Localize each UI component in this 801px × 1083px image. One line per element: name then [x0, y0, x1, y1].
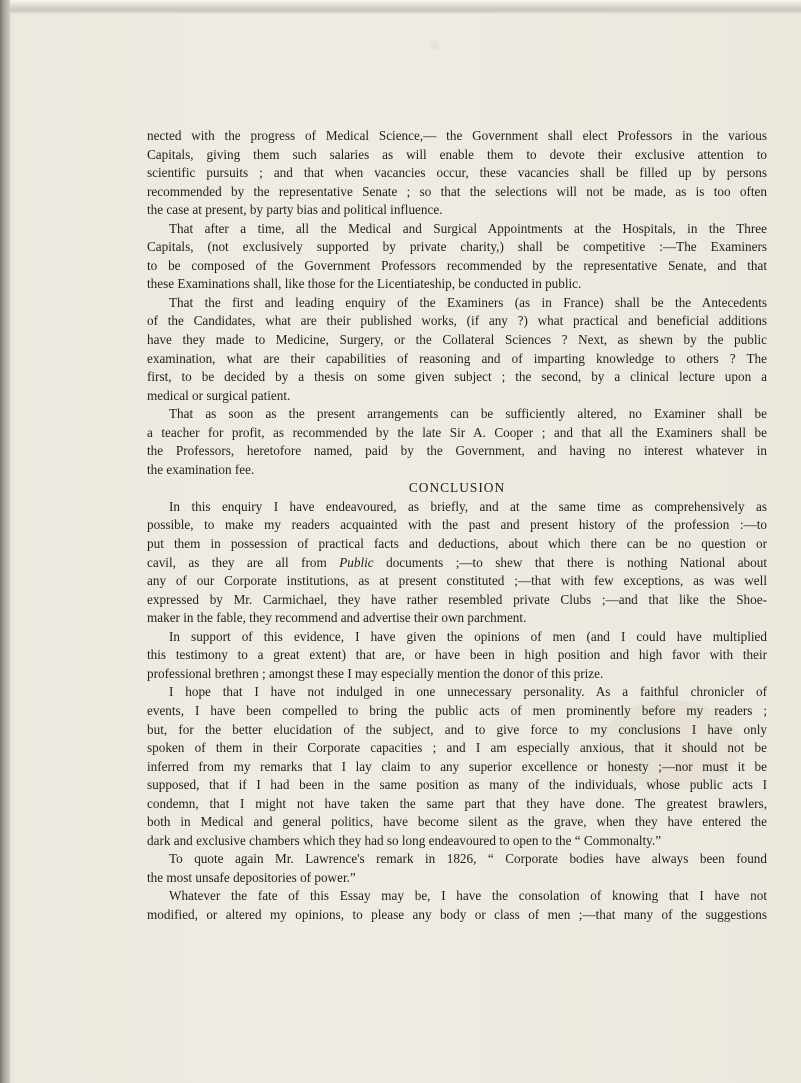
text-line: professional brethren ; amongst these I may especially mention the donor of this prize.	[147, 665, 604, 681]
text-line: to be composed of the Government Professors recommended by the representative Senate, and that	[147, 257, 767, 273]
paper-stain	[430, 40, 440, 50]
text-line: examination, what are their capabilities of reasoning and of imparting knowledge to others ? The	[147, 350, 767, 366]
body-text	[147, 127, 767, 925]
text-line: Whatever the fate of this Essay may be, I have the consolation of knowing that I have not	[169, 888, 767, 904]
text-line: any of our Corporate institutions, as at present constituted ;—that with few exceptions, as was well	[147, 573, 767, 589]
text-line: the most unsafe depositories of power.”	[147, 869, 356, 885]
text-line: In support of this evidence, I have given the opinions of men (and I could have multiplied	[169, 628, 767, 644]
section-heading: CONCLUSION	[408, 480, 506, 496]
text-line: put them in possession of practical facts and deductions, about which there can be no question or	[147, 536, 767, 552]
text-line: scientific pursuits ; and that when vacancies occur, these vacancies shall be filled up by persons	[147, 165, 767, 181]
text-line: supposed, that if I had been in the same position as many of the individuals, whose public acts I	[147, 777, 767, 793]
text-line: a teacher for profit, as recommended by the late Sir A. Cooper ; and that all the Examiners shall be	[147, 424, 767, 440]
text-line: condemn, that I might not have taken the same part that they have done. The greatest brawlers,	[147, 795, 767, 811]
text-line: dark and exclusive chambers which they had so long endeavoured to open to the “ Commonalty.”	[147, 832, 662, 848]
text-line: both in Medical and general politics, have become silent as the grave, when they have entered the	[147, 814, 767, 830]
text-line: inferred from my remarks that I lay claim to any superior excellence or honesty ;—nor must it be	[147, 758, 767, 774]
book-binding-edge	[0, 0, 10, 1083]
text-line: the examination fee.	[147, 461, 255, 477]
text-line: That the first and leading enquiry of the Examiners (as in France) shall be the Antecedents	[169, 294, 767, 310]
text-line: cavil, as they are all from Public documents ;—to shew that there is nothing National about	[147, 554, 767, 570]
text-line: spoken of them in their Corporate capacities ; and I am especially anxious, that it should not be	[147, 740, 767, 756]
text-line: That after a time, all the Medical and Surgical Appointments at the Hospitals, in the Three	[169, 220, 767, 236]
text-line: of the Candidates, what are their published works, (if any ?) what practical and beneficial additions	[147, 313, 767, 329]
text-line: the Professors, heretofore named, paid by the Government, and having no interest whatever in	[147, 443, 767, 459]
text-line: this testimony to a great extent) that are, or have been in high position and high favor with their	[147, 647, 767, 663]
text-line: In this enquiry I have endeavoured, as briefly, and at the same time as comprehensively as	[169, 498, 767, 514]
text-line: Capitals, giving them such salaries as will enable them to devote their exclusive attention to	[147, 146, 767, 162]
page-top-edge	[0, 0, 801, 14]
text-line: I hope that I have not indulged in one unnecessary personality. As a faithful chronicler of	[169, 684, 767, 700]
text-line: That as soon as the present arrangements can be sufficiently altered, no Examiner shall be	[169, 406, 767, 422]
text-line: To quote again Mr. Lawrence's remark in 1826, “ Corporate bodies have always been found	[169, 851, 767, 867]
text-line: medical or surgical patient.	[147, 387, 291, 403]
text-line: first, to be decided by a thesis on some given subject ; the second, by a clinical lecture upon a	[147, 369, 767, 385]
text-line: Capitals, (not exclusively supported by private charity,) shall be competitive :—The Examiners	[147, 239, 767, 255]
emphasis: Public	[339, 554, 374, 570]
text-line: maker in the fable, they recommend and advertise their own parchment.	[147, 610, 527, 626]
text-line: events, I have been compelled to bring the public acts of men prominently before my readers ;	[147, 702, 767, 718]
text-line: the case at present, by party bias and political influence.	[147, 202, 443, 218]
text-line: possible, to make my readers acquainted with the past and present history of the profession :—to	[147, 517, 767, 533]
text-line: expressed by Mr. Carmichael, they have rather resembled private Clubs ;—and that like the Shoe-	[147, 591, 767, 607]
text-line: nected with the progress of Medical Science,— the Government shall elect Professors in the various	[147, 128, 767, 143]
text-line: but, for the better elucidation of the subject, and to give force to my conclusions I have only	[147, 721, 767, 737]
text-line: recommended by the representative Senate ; so that the selections will not be made, as is too often	[147, 183, 767, 199]
text-line: have they made to Medicine, Surgery, or the Collateral Sciences ? Next, as shewn by the public	[147, 332, 767, 348]
text-line: these Examinations shall, like those for the Licentiateship, be conducted in public.	[147, 276, 582, 292]
text-line: modified, or altered my opinions, to please any body or class of men ;—that many of the suggestions	[147, 906, 767, 922]
